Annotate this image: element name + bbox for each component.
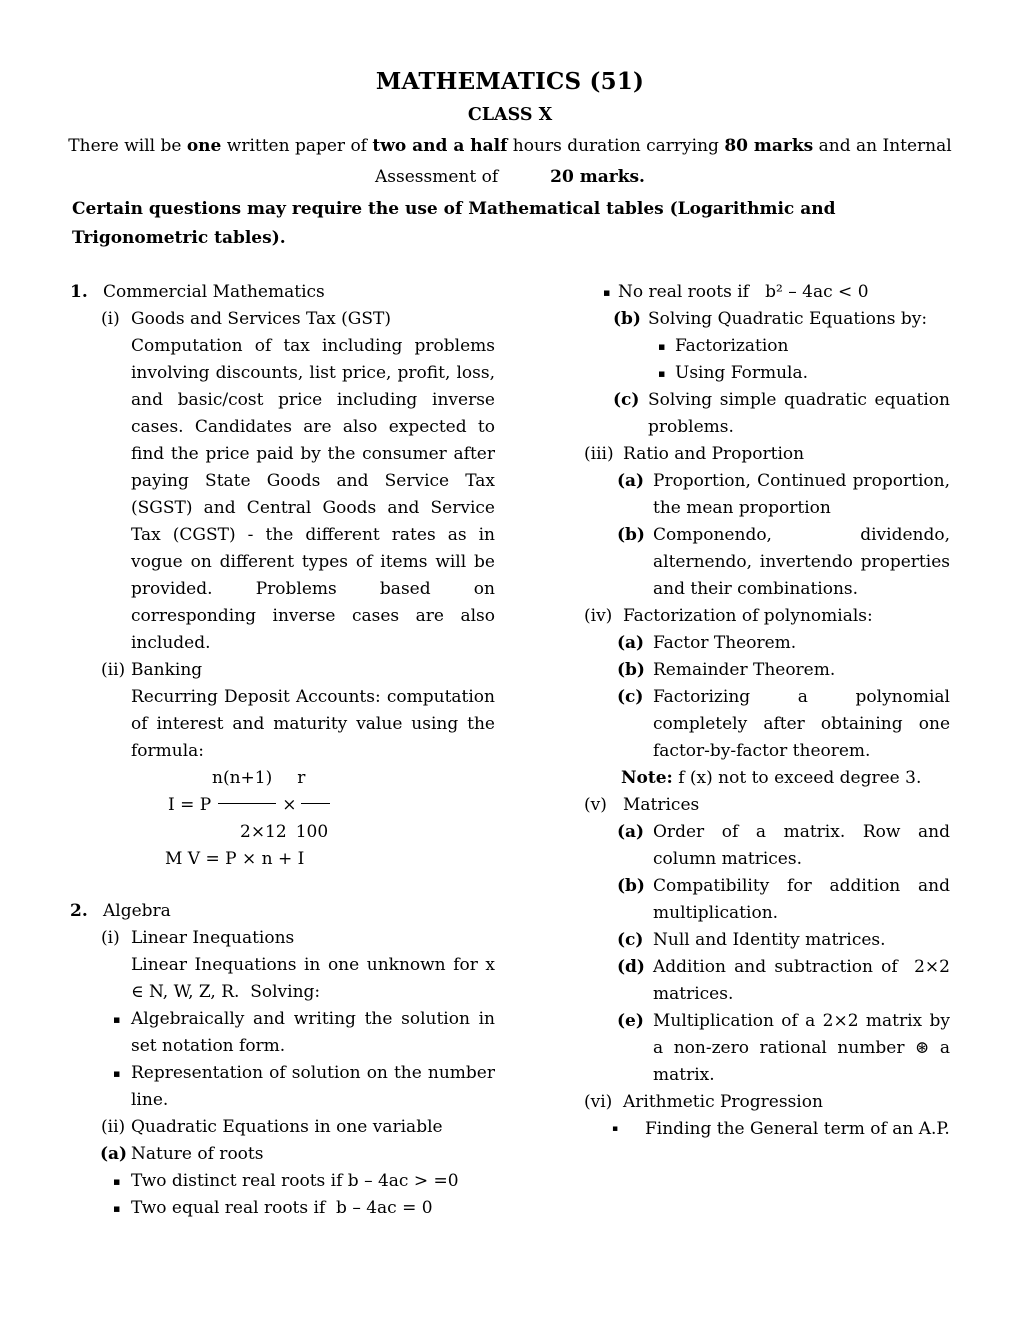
item-b-solving [583, 306, 950, 333]
section-1-heading [70, 279, 495, 306]
item-iv-title: Factorization of polynomials: [623, 606, 873, 626]
item-ii-heading [70, 657, 495, 684]
item-v-c-marker: (c) [617, 930, 644, 950]
class-heading: CLASS X [467, 105, 553, 125]
gst-paragraph: Computation of tax including problems involving discounts, list price, profit, loss, and basic/cost price including inverse cases. Candidates are also expected to find the price paid by the consumer after paying State Goods and Service Tax (SGST) and Central Goods and Service Tax (CGST) - the different rates as in vogue on different types of items will be provided. Problems based on corresponding inverse cases are also included. [131, 336, 495, 653]
square-bullet-icon: ▪ [113, 1202, 121, 1215]
square-bullet-icon: ▪ [658, 340, 666, 353]
page-title: MATHEMATICS (51) [375, 68, 645, 95]
intro-segment: written paper of [221, 136, 373, 156]
square-bullet-icon: ▪ [603, 286, 611, 299]
interest-formula [70, 765, 495, 873]
section-2-title: Algebra [103, 901, 171, 921]
item-iii-a [583, 468, 950, 522]
item-iv-heading [583, 603, 950, 630]
item-v-b-marker: (b) [617, 876, 645, 896]
bullet-no-real-roots [583, 279, 950, 306]
square-bullet-icon: ▪ [113, 1013, 121, 1026]
intro-segment: 20 marks. [550, 167, 645, 187]
item-v-d [583, 954, 950, 1008]
intro-segment: 80 marks [724, 136, 814, 156]
fraction-1-denominator: 2×12 [240, 822, 287, 842]
item-v-c-text: Null and Identity matrices. [653, 930, 886, 950]
intro-segment: There will be [68, 136, 187, 156]
section-2-number: 2. [70, 901, 88, 921]
item-v-c [583, 927, 950, 954]
item-iii-marker: (iii) [584, 444, 614, 464]
item-ii-title: Banking [131, 660, 203, 680]
item-ii-marker: (ii) [101, 660, 126, 680]
formula-lhs: I = P [168, 795, 212, 815]
formula-main-line [70, 792, 495, 819]
maturity-formula: M V = P × n + I [165, 849, 305, 869]
intro-segment: two and a half [372, 136, 508, 156]
item-v-heading [583, 792, 950, 819]
section-1-number: 1. [70, 282, 88, 302]
intro-segment: hours duration carrying [507, 136, 725, 156]
item-iii-b [583, 522, 950, 603]
item-2ii-heading [70, 1114, 495, 1141]
item-iii-title: Ratio and Proportion [623, 444, 805, 464]
item-b-marker: (b) [613, 309, 641, 329]
item-v-b-text: Compatibility for addition and multiplication. [653, 876, 950, 923]
bullet-factorization-text: Factorization [675, 336, 789, 356]
item-iv-c [583, 684, 950, 765]
bullet-algebraically [70, 1006, 495, 1060]
fraction-2-denominator: 100 [295, 822, 329, 842]
note-text: f (x) not to exceed degree 3. [672, 768, 922, 788]
fraction-2-numerator: r [297, 768, 306, 788]
intro-line-2 [0, 163, 1020, 191]
item-iv-c-text: Factorizing a polynomial completely after obtaining one factor-by-factor theorem. [653, 687, 950, 761]
item-iv-c-marker: (c) [617, 687, 644, 707]
item-iv-b [583, 657, 950, 684]
bullet-algebraically-text: Algebraically and writing the solution in set notation form. [131, 1009, 495, 1056]
item-c-solving [583, 387, 950, 441]
item-a-marker: (a) [100, 1144, 128, 1164]
item-vi-marker: (vi) [584, 1092, 613, 1112]
item-iv-marker: (iv) [584, 606, 613, 626]
fraction-1-bar [218, 803, 276, 804]
item-v-a [583, 819, 950, 873]
degree-note [583, 765, 950, 792]
fraction-2-bar [301, 803, 330, 804]
formula-numerators [70, 765, 495, 792]
item-i-title: Goods and Services Tax (GST) [131, 309, 391, 329]
right-column [583, 279, 950, 1143]
section-2-heading [70, 898, 495, 925]
item-a-title: Nature of roots [131, 1144, 264, 1164]
bullet-factorization [583, 333, 950, 360]
square-bullet-icon: ▪ [113, 1067, 121, 1080]
item-iii-heading [583, 441, 950, 468]
intro-line-1 [0, 132, 1020, 160]
item-c-marker: (c) [613, 390, 640, 410]
square-bullet-icon: ▪ [612, 1124, 619, 1134]
item-2ii-marker: (ii) [101, 1117, 126, 1137]
item-v-a-marker: (a) [617, 822, 645, 842]
item-v-marker: (v) [584, 795, 607, 815]
bullet-no-real-roots-text: No real roots if b² – 4ac < 0 [618, 282, 869, 302]
item-iii-b-text: Componendo, dividendo, alternendo, invertendo properties and their combinations. [653, 525, 950, 599]
item-i-marker: (i) [101, 309, 120, 329]
intro-segment: Assessment of [375, 167, 499, 187]
item-iv-a-marker: (a) [617, 633, 645, 653]
item-v-title: Matrices [623, 795, 700, 815]
bullet-distinct-roots [70, 1168, 495, 1195]
bullet-representation-text: Representation of solution on the number line. [131, 1063, 495, 1110]
item-v-d-text: Addition and subtraction of 2×2 matrices. [653, 957, 950, 1004]
formula-denominators [70, 819, 495, 846]
section-1-title: Commercial Mathematics [103, 282, 325, 302]
square-bullet-icon: ▪ [113, 1175, 121, 1188]
item-v-e-text: Multiplication of a 2×2 matrix by a non-zero rational number ⊛ a matrix. [653, 1011, 950, 1085]
item-b-text: Solving Quadratic Equations by: [648, 309, 928, 329]
item-iii-b-marker: (b) [617, 525, 645, 545]
bullet-representation [70, 1060, 495, 1114]
intro-segment: and an Internal [813, 136, 952, 156]
item-iv-b-marker: (b) [617, 660, 645, 680]
square-bullet-icon: ▪ [658, 367, 666, 380]
item-2ii-title: Quadratic Equations in one variable [131, 1117, 443, 1137]
item-2i-marker: (i) [101, 928, 120, 948]
bullet-equal-roots [70, 1195, 495, 1222]
two-column-body [70, 279, 1020, 1222]
item-v-e-marker: (e) [617, 1011, 644, 1031]
bullet-finding-general-term-text: Finding the General term of an A.P. [645, 1119, 950, 1139]
banking-paragraph: Recurring Deposit Accounts: computation of interest and maturity value using the formula: [131, 687, 495, 761]
item-iv-a [583, 630, 950, 657]
bullet-finding-general-term [583, 1116, 950, 1143]
document-header [0, 0, 1020, 253]
item-2i-heading [70, 925, 495, 952]
item-iii-a-marker: (a) [617, 471, 645, 491]
fraction-1-numerator: n(n+1) [212, 768, 273, 788]
multiply-operator: × [282, 795, 297, 815]
item-iv-b-text: Remainder Theorem. [653, 660, 836, 680]
item-iv-a-text: Factor Theorem. [653, 633, 797, 653]
note-label: Note: [621, 768, 673, 788]
item-i-heading [70, 306, 495, 333]
item-v-d-marker: (d) [617, 957, 645, 977]
item-v-a-text: Order of a matrix. Row and column matrices. [653, 822, 950, 869]
intro-segment: one [186, 136, 222, 156]
item-2i-title: Linear Inequations [131, 928, 295, 948]
bullet-using-formula [583, 360, 950, 387]
item-vi-title: Arithmetic Progression [623, 1092, 823, 1112]
left-column [70, 279, 495, 1222]
linear-inequations-paragraph: Linear Inequations in one unknown for x ∈ N, W, Z, R. Solving: [131, 955, 495, 1002]
tables-note: Certain questions may require the use of Mathematical tables (Logarithmic and Trigonometric tables). [72, 199, 836, 248]
bullet-distinct-roots-text: Two distinct real roots if b – 4ac > =0 [131, 1171, 459, 1191]
bullet-using-formula-text: Using Formula. [675, 363, 808, 383]
item-v-e [583, 1008, 950, 1089]
item-iii-a-text: Proportion, Continued proportion, the mean proportion [653, 471, 950, 518]
item-a-heading [70, 1141, 495, 1168]
item-v-b [583, 873, 950, 927]
item-vi-heading [583, 1089, 950, 1116]
bullet-equal-roots-text: Two equal real roots if b – 4ac = 0 [131, 1198, 433, 1218]
item-c-text: Solving simple quadratic equation problems. [648, 390, 950, 437]
